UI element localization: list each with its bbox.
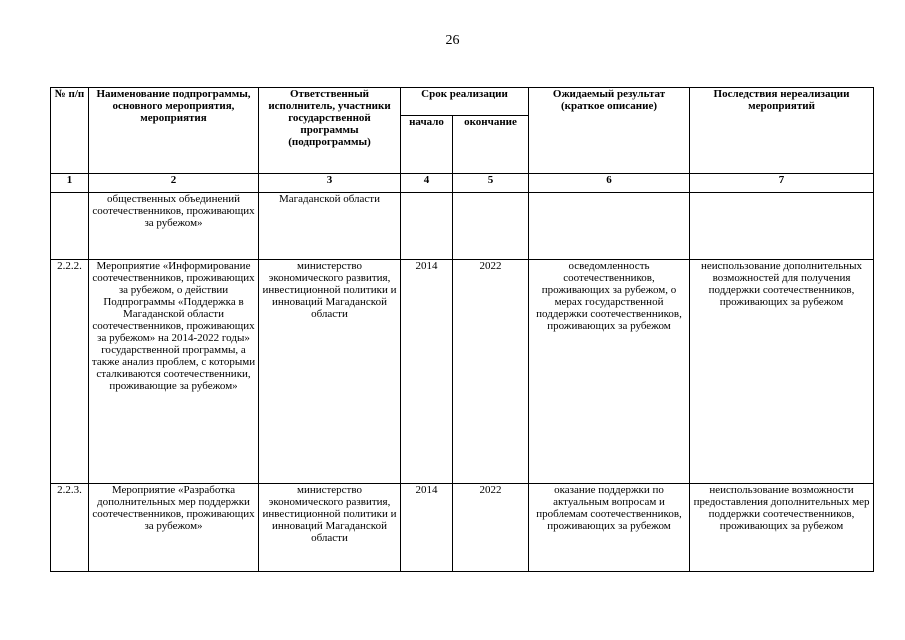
expected-result: оказание поддержки по актуальным вопросам и проблемам соотечественников, проживающих за рубежом <box>529 484 690 572</box>
column-number: 3 <box>259 174 401 193</box>
non-implementation-consequences <box>690 193 874 260</box>
non-implementation-consequences: неиспользование дополнительных возможностей для получения поддержки соотечественников, проживающих за рубежом <box>690 260 874 484</box>
header-end: окончание <box>453 116 529 174</box>
non-implementation-consequences: неиспользование возможности предоставления дополнительных мер поддержки соотечественников, проживающих за рубежом <box>690 484 874 572</box>
column-number: 1 <box>51 174 89 193</box>
activity-name: Мероприятие «Разработка дополнительных мер поддержки соотечественников, проживающих за рубежом» <box>89 484 259 572</box>
activity-name: Мероприятие «Информирование соотечественников, проживающих за рубежом, о действии Подпрограммы «Поддержка в Магаданской области соотечественников, проживающих за рубежом» на 2014-2022 годы» государственной программы, а также анализ проблем, с которыми сталкиваются соотечественники, проживающие за рубежом» <box>89 260 259 484</box>
column-number: 4 <box>401 174 453 193</box>
start-year: 2014 <box>401 484 453 572</box>
page-number: 26 <box>445 33 460 48</box>
column-number-row <box>51 174 874 193</box>
expected-result <box>529 193 690 260</box>
row-number: 2.2.2. <box>51 260 89 484</box>
activity-name: общественных объединений соотечественников, проживающих за рубежом» <box>89 193 259 260</box>
row-number <box>51 193 89 260</box>
start-year: 2014 <box>401 260 453 484</box>
header-period: Срок реализации <box>401 88 529 116</box>
table-row <box>51 260 874 484</box>
table-row <box>51 484 874 572</box>
end-year: 2022 <box>453 484 529 572</box>
activities-table <box>50 87 874 572</box>
table-row <box>51 193 874 260</box>
start-year <box>401 193 453 260</box>
responsible-executor: Магаданской области <box>259 193 401 260</box>
responsible-executor: министерство экономического развития, инвестиционной политики и инноваций Магаданской области <box>259 484 401 572</box>
header-consequences: Последствия нереализации мероприятий <box>690 88 874 174</box>
column-number: 5 <box>453 174 529 193</box>
column-number: 7 <box>690 174 874 193</box>
end-year: 2022 <box>453 260 529 484</box>
row-number: 2.2.3. <box>51 484 89 572</box>
expected-result: осведомленность соотечественников, проживающих за рубежом, о мерах государственной поддержки соотечественников, проживающих за рубежом <box>529 260 690 484</box>
column-number: 2 <box>89 174 259 193</box>
responsible-executor: министерство экономического развития, инвестиционной политики и инноваций Магаданской области <box>259 260 401 484</box>
column-number: 6 <box>529 174 690 193</box>
header-expected: Ожидаемый результат (краткое описание) <box>529 88 690 174</box>
header-name: Наименование подпрограммы, основного мероприятия, мероприятия <box>89 88 259 174</box>
header-num: № п/п <box>51 88 89 174</box>
end-year <box>453 193 529 260</box>
header-start: начало <box>401 116 453 174</box>
header-responsible: Ответственный исполнитель, участники государственной программы (подпрограммы) <box>259 88 401 174</box>
